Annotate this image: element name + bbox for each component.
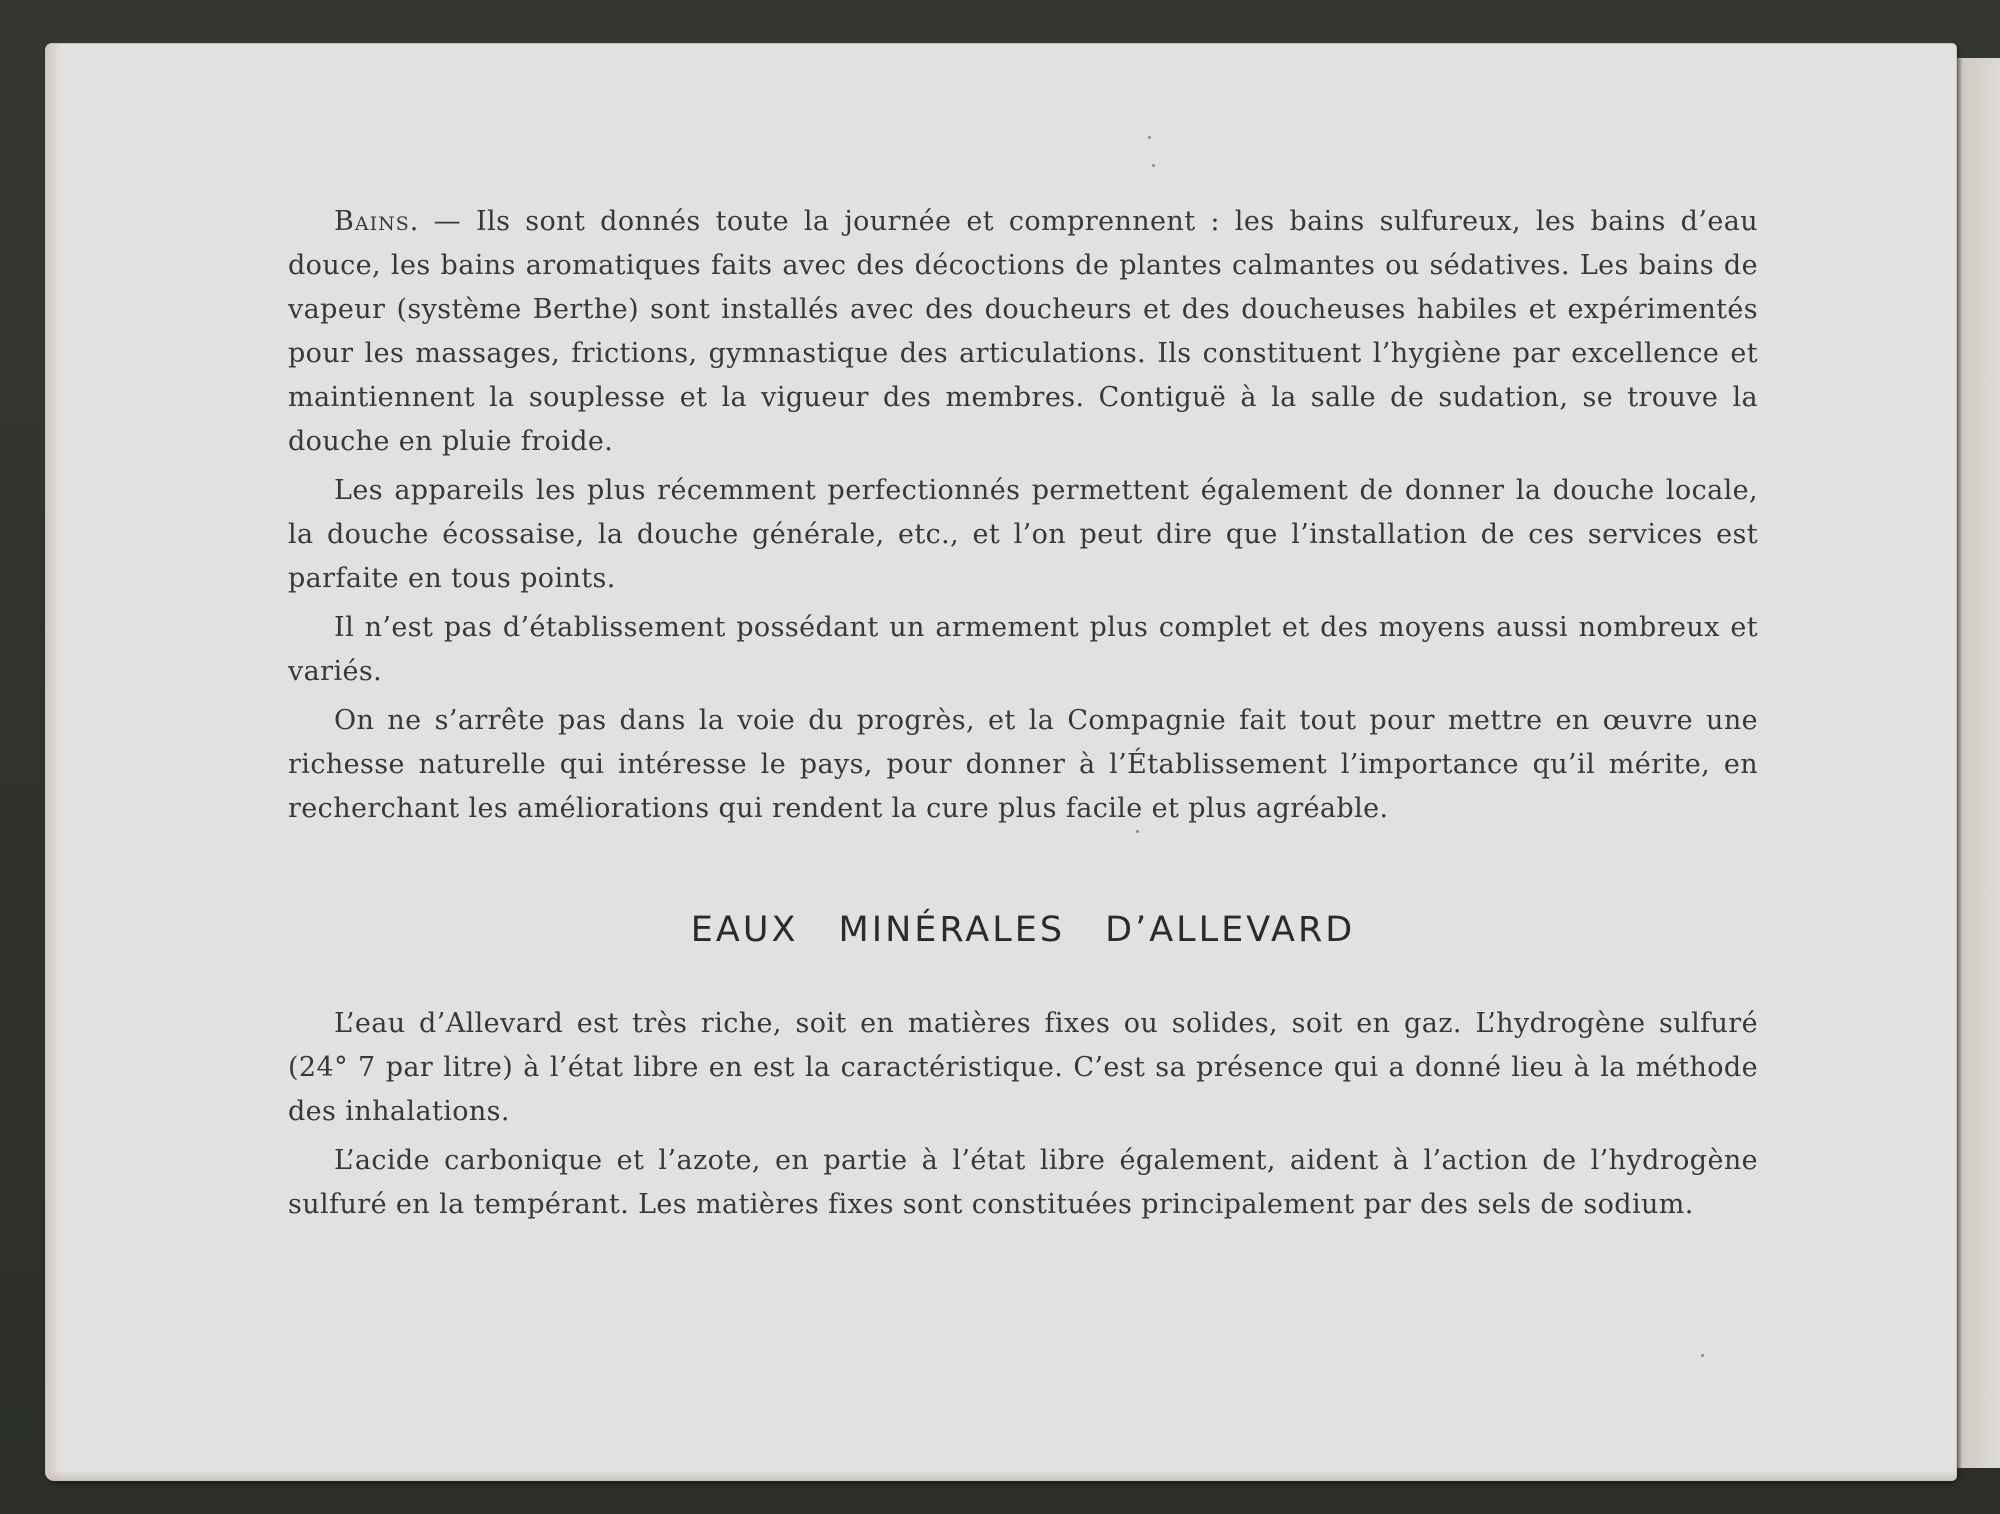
paragraph: Les appareils les plus récemment perfectionnés permettent également de donner la douche locale, la douche écossaise, la douche générale, etc., et l’on peut dire que l’installation de ces services est parfaite en tous points. bbox=[288, 475, 1758, 594]
paragraph: L’eau d’Allevard est très riche, soit en matières fixes ou solides, soit en gaz. L’hydrogène sulfuré (24° 7 par litre) à l’état libre en est la caractéristique. C’est sa présence qui a donné lieu à la méthode des inhalations. bbox=[288, 1008, 1758, 1127]
section-heading: EAUX MINÉRALES D’ALLEVARD bbox=[690, 910, 1356, 950]
page-bottom-edge bbox=[46, 1470, 1956, 1480]
paper-speck bbox=[1701, 1354, 1704, 1357]
section-bains bbox=[288, 200, 1758, 836]
lead-word: Bains bbox=[334, 206, 410, 237]
section-eaux-minerales bbox=[288, 1002, 1758, 1232]
paper-speck bbox=[1152, 164, 1155, 167]
facing-page-edge bbox=[1954, 58, 2000, 1468]
paper-speck bbox=[1148, 136, 1151, 139]
paragraph: Il n’est pas d’établissement possédant un armement plus complet et des moyens aussi nombreux et variés. bbox=[288, 612, 1758, 687]
paragraph-bains: Bains. — Ils sont donnés toute la journée et comprennent : les bains sulfureux, les bains d’eau douce, les bains aromatiques faits avec des décoctions de plantes calmantes ou sédatives. Les bains de vapeur (système Berthe) sont installés avec des doucheurs et des doucheuses habiles et expérimentés pour les massages, frictions, gymnastique des articulations. Ils constituent l’hygiène par excellence et maintiennent la souplesse et la vigueur des membres. Contiguë à la salle de sudation, se trouve la douche en pluie froide. bbox=[288, 206, 1758, 457]
paragraph: L’acide carbonique et l’azote, en partie à l’état libre également, aident à l’action de l’hydrogène sulfuré en la tempérant. Les matières fixes sont constituées principalement par des sels de sodium. bbox=[288, 1145, 1758, 1220]
page-left-edge bbox=[46, 44, 62, 1480]
paragraph: On ne s’arrête pas dans la voie du progrès, et la Compagnie fait tout pour mettre en œuvre une richesse naturelle qui intéresse le pays, pour donner à l’Établissement l’importance qu’il mérite, en recherchant les améliorations qui rendent la cure plus facile et plus agréable. bbox=[288, 705, 1758, 824]
paragraph-text: — Ils sont donnés toute la journée et comprennent : les bains sulfureux, les bains d’eau douce, les bains aromatiques faits avec des décoctions de plantes calmantes ou sédatives. Les bains de vapeur (système Berthe) sont installés avec des doucheurs et des doucheuses habiles et expérimentés pour les massages, frictions, gymnastique des articulations. Ils constituent l’hygiène par excellence et maintiennent la souplesse et la vigueur des membres. Contiguë à la salle de sudation, se trouve la douche en pluie froide. bbox=[288, 206, 1758, 457]
